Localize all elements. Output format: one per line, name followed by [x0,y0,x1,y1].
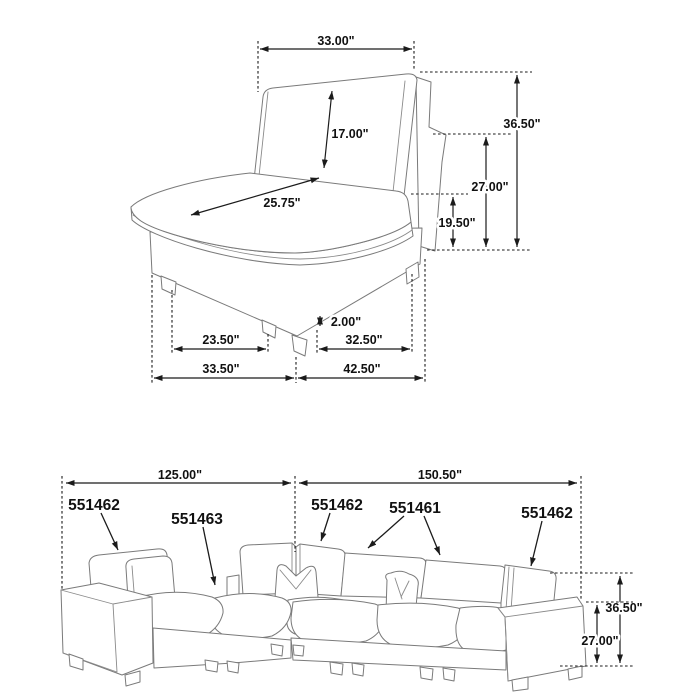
sofa-leg [293,645,304,656]
part-label-551462-right: 551462 [521,505,573,522]
part-callout-right-arm-module [521,505,573,566]
sofa-arm-height-label: 27.00" [581,634,619,648]
leg-span-side-label: 23.50" [202,333,240,347]
seat-depth-label: 25.75" [263,196,301,210]
sofa-seat-4 [377,603,468,648]
sofa-leg [205,660,218,672]
overall-width-label: 42.50" [343,362,381,376]
overall-depth-label: 33.50" [202,362,240,376]
dim-back-height [433,134,511,247]
back-cushion-height-label: 17.00" [331,127,369,141]
part-label-551461: 551461 [389,500,441,517]
part-label-551462-left: 551462 [68,497,120,514]
part-callout-armless-module-left [171,511,223,585]
back-width-label: 33.00" [317,34,355,48]
armless-chair-figure [131,34,541,383]
left-length-label: 125.00" [157,468,203,482]
sofa-leg [420,667,433,680]
sofa-seat-3 [291,599,385,644]
sofa-right-arm-leg-front [512,677,528,691]
part-callout-armless-modules-right [368,500,441,555]
overall-height-label: 36.50" [503,117,541,131]
sofa-back-slab-2 [421,560,506,603]
sofa-leg [443,668,455,681]
sofa-height-label: 36.50" [605,601,643,615]
sofa-seat-5 [456,606,506,654]
sofa-leg [330,662,343,675]
seat-height-label: 19.50" [438,216,476,230]
back-height-label: 27.00" [471,180,509,194]
sectional-sofa-figure [61,468,643,691]
chair-leg-front-center [292,335,307,356]
sofa-leg [271,644,283,656]
sofa-leg [352,663,364,676]
sofa-leg [227,661,239,673]
right-length-label: 150.50" [417,468,463,482]
leg-height-label: 2.00" [330,315,362,329]
sofa-right-arm-leg [568,666,582,680]
part-callout-corner-module [311,497,363,541]
sofa-seat-2 [211,594,291,639]
part-callout-left-arm-module [68,497,120,550]
leg-span-front-label: 32.50" [345,333,383,347]
part-label-551463: 551463 [171,511,223,528]
part-label-551462-middle: 551462 [311,497,363,514]
